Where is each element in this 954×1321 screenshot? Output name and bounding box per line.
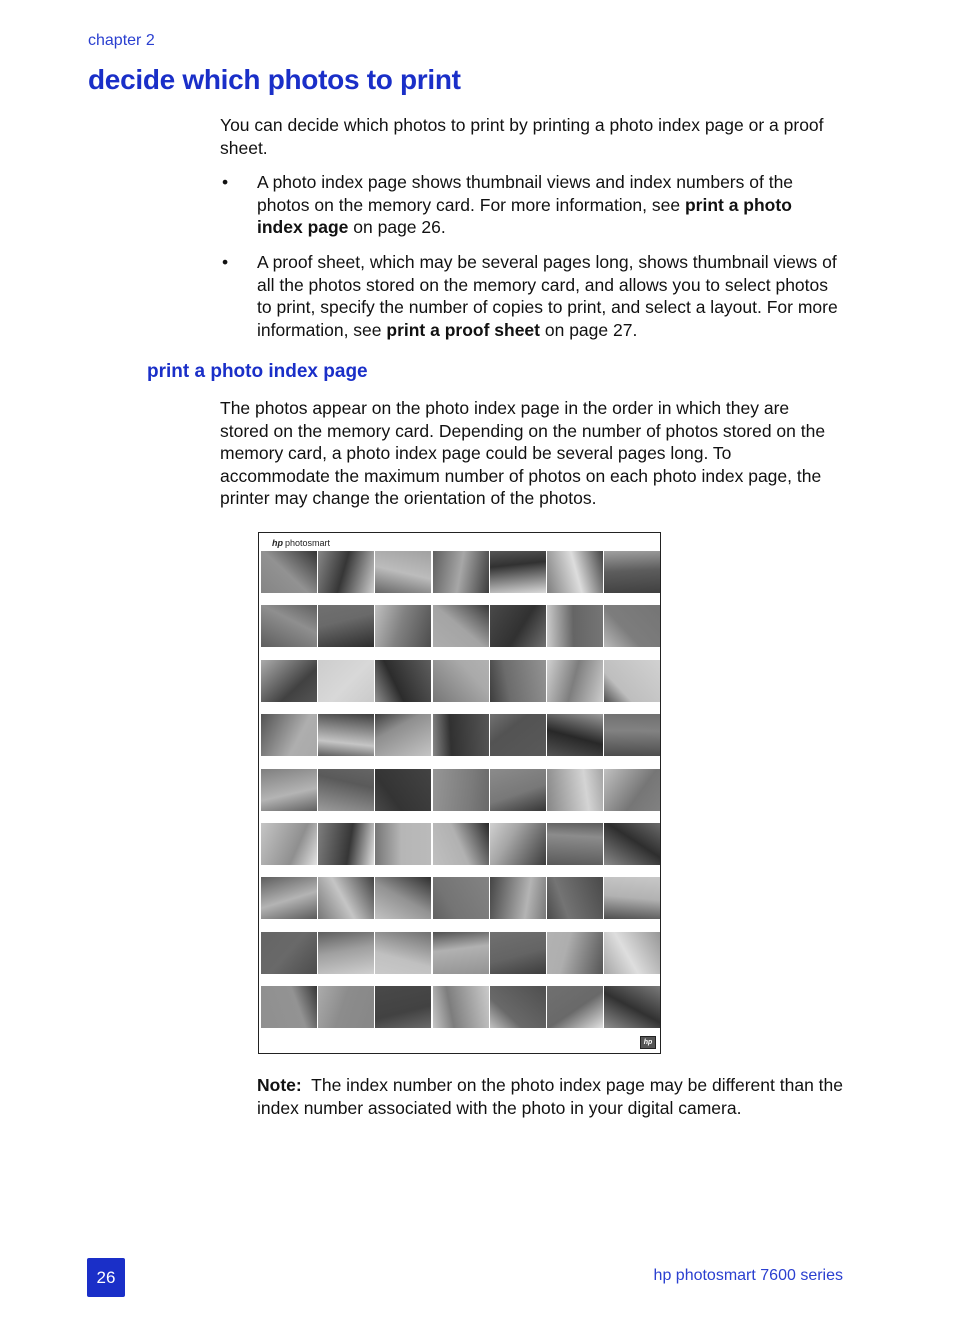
photo-thumbnail (261, 551, 317, 605)
photo-thumbnail (490, 605, 546, 659)
thumbnail-image (261, 932, 317, 974)
footer-product-name: hp photosmart 7600 series (653, 1267, 843, 1284)
intro-paragraph: You can decide which photos to print by printing a photo index page or a proof sheet. (220, 115, 824, 158)
thumbnail-image (604, 823, 660, 865)
thumbnail-image (490, 986, 546, 1028)
thumbnail-image (375, 823, 431, 865)
photo-thumbnail (604, 551, 660, 605)
photo-thumbnail (490, 823, 546, 877)
brand-name: photosmart (285, 538, 331, 548)
photo-thumbnail (261, 823, 317, 877)
thumbnail-image (375, 877, 431, 919)
bullet-text: A proof sheet, which may be several pages long, shows thumbnail views of all the photos stored on the memory card, and allows you to select photos to print, specify the number of copies to print, and select a layout. For more information, see (257, 252, 838, 340)
bullet-text: on page 27. (540, 319, 638, 340)
photo-thumbnail (547, 551, 603, 605)
photo-thumbnail (375, 551, 431, 605)
thumbnail-image (375, 769, 431, 811)
photo-thumbnail (547, 660, 603, 714)
photo-thumbnail (318, 551, 374, 605)
thumbnail-image (547, 877, 603, 919)
thumbnail-image (490, 605, 546, 647)
thumbnail-image (318, 877, 374, 919)
photo-thumbnail (433, 932, 489, 986)
thumbnail-image (490, 932, 546, 974)
thumbnail-image (261, 660, 317, 702)
photo-thumbnail (547, 605, 603, 659)
photo-thumbnail (604, 605, 660, 659)
hp-logo-icon: hp (640, 1036, 656, 1049)
chapter-label: chapter 2 (88, 32, 155, 49)
photo-thumbnail (604, 714, 660, 768)
photo-thumbnail (318, 932, 374, 986)
thumbnail-image (318, 714, 374, 756)
photo-thumbnail (433, 986, 489, 1040)
photo-thumbnail (375, 932, 431, 986)
photo-thumbnail (490, 932, 546, 986)
thumbnail-image (604, 660, 660, 702)
thumbnail-image (604, 605, 660, 647)
photo-thumbnail (490, 769, 546, 823)
thumbnail-image (433, 660, 489, 702)
thumbnail-image (604, 932, 660, 974)
thumbnail-image (318, 932, 374, 974)
thumbnail-image (547, 932, 603, 974)
thumbnail-image (375, 605, 431, 647)
thumbnail-image (433, 605, 489, 647)
thumbnail-image (604, 986, 660, 1028)
photo-thumbnail (490, 986, 546, 1040)
photo-thumbnail (261, 660, 317, 714)
photo-thumbnail (547, 769, 603, 823)
photo-thumbnail (490, 714, 546, 768)
thumbnail-image (547, 769, 603, 811)
thumbnail-image (547, 605, 603, 647)
photo-index-page-figure (258, 532, 661, 1054)
photo-thumbnail (375, 986, 431, 1040)
page-title: decide which photos to print (88, 64, 461, 95)
section-title: print a photo index page (147, 361, 368, 382)
section-paragraph: The photos appear on the photo index page in the order in which they are stored on the memory card. Depending on the number of photos stored on the memory card, a photo index page could be several pages long. To accommodate the maximum number of photos on each photo index page, the printer may change the orientation of the photos. (220, 398, 826, 508)
thumbnail-image (261, 823, 317, 865)
thumbnail-image (490, 877, 546, 919)
photo-thumbnail (547, 932, 603, 986)
thumbnail-image (318, 605, 374, 647)
thumbnail-image (433, 551, 489, 593)
thumbnail-image (261, 769, 317, 811)
thumbnail-image (318, 769, 374, 811)
thumbnail-image (490, 769, 546, 811)
photo-thumbnail (433, 714, 489, 768)
cross-reference-link[interactable]: print a proof sheet (386, 319, 540, 340)
photo-thumbnail (261, 714, 317, 768)
photo-thumbnail (375, 877, 431, 931)
photo-thumbnail (604, 823, 660, 877)
thumbnail-image (604, 877, 660, 919)
bullet-text: on page 26. (348, 217, 446, 237)
thumbnail-image (318, 660, 374, 702)
bullet-text: A photo index page shows thumbnail views and index numbers of the photos on the memory card. For more information, see (257, 172, 794, 215)
thumbnail-image (490, 660, 546, 702)
hp-brand-mark: hp (272, 538, 283, 548)
thumbnail-image (375, 660, 431, 702)
thumbnail-image (433, 823, 489, 865)
thumbnail-image (433, 986, 489, 1028)
photo-thumbnail (433, 551, 489, 605)
bullet-marker: • (222, 252, 229, 272)
page-number-badge: 26 (87, 1258, 125, 1297)
figure-brand (272, 538, 330, 548)
thumbnail-image (433, 769, 489, 811)
thumbnail-image (318, 986, 374, 1028)
photo-thumbnail (490, 551, 546, 605)
photo-thumbnail (433, 769, 489, 823)
note-paragraph (257, 1074, 847, 1119)
thumbnail-image (375, 932, 431, 974)
thumbnail-image (604, 551, 660, 593)
thumbnail-image (604, 714, 660, 756)
thumbnail-image (318, 551, 374, 593)
photo-thumbnail (261, 769, 317, 823)
thumbnail-image (375, 551, 431, 593)
photo-thumbnail (433, 877, 489, 931)
thumbnail-image (433, 932, 489, 974)
photo-thumbnail (433, 605, 489, 659)
photo-thumbnail (318, 769, 374, 823)
photo-thumbnail (547, 823, 603, 877)
thumbnail-image (547, 986, 603, 1028)
photo-thumbnail (375, 823, 431, 877)
thumbnail-image (375, 714, 431, 756)
thumbnail-image (604, 769, 660, 811)
thumbnail-image (261, 986, 317, 1028)
cross-reference-link[interactable]: print a photo index page (257, 194, 792, 237)
thumbnail-image (261, 714, 317, 756)
photo-thumbnail (261, 605, 317, 659)
bullet-marker: • (222, 172, 229, 192)
photo-thumbnail (318, 714, 374, 768)
thumbnail-grid (261, 551, 660, 1041)
thumbnail-image (490, 551, 546, 593)
photo-thumbnail (375, 714, 431, 768)
note-text: The index number on the photo index page may be different than the index number associated with the photo in your digital camera. (257, 1075, 843, 1118)
photo-thumbnail (547, 877, 603, 931)
photo-thumbnail (604, 660, 660, 714)
thumbnail-image (261, 605, 317, 647)
thumbnail-image (547, 823, 603, 865)
photo-thumbnail (604, 769, 660, 823)
photo-thumbnail (604, 986, 660, 1040)
photo-thumbnail (547, 986, 603, 1040)
photo-thumbnail (261, 986, 317, 1040)
photo-thumbnail (490, 877, 546, 931)
photo-thumbnail (433, 660, 489, 714)
photo-thumbnail (318, 605, 374, 659)
photo-thumbnail (547, 714, 603, 768)
thumbnail-image (433, 714, 489, 756)
thumbnail-image (433, 877, 489, 919)
photo-thumbnail (318, 660, 374, 714)
thumbnail-image (318, 823, 374, 865)
thumbnail-image (261, 877, 317, 919)
photo-thumbnail (490, 660, 546, 714)
photo-thumbnail (433, 823, 489, 877)
thumbnail-image (261, 551, 317, 593)
photo-thumbnail (318, 986, 374, 1040)
thumbnail-image (490, 714, 546, 756)
photo-thumbnail (318, 877, 374, 931)
photo-thumbnail (604, 932, 660, 986)
photo-thumbnail (375, 605, 431, 659)
bullet-item (257, 251, 842, 341)
photo-thumbnail (318, 823, 374, 877)
thumbnail-image (490, 823, 546, 865)
photo-thumbnail (261, 932, 317, 986)
thumbnail-image (547, 714, 603, 756)
bullet-item (257, 171, 842, 239)
thumbnail-image (547, 551, 603, 593)
thumbnail-image (547, 660, 603, 702)
thumbnail-image (375, 986, 431, 1028)
note-label: Note: (257, 1075, 302, 1095)
photo-thumbnail (261, 877, 317, 931)
photo-thumbnail (604, 877, 660, 931)
photo-thumbnail (375, 660, 431, 714)
photo-thumbnail (375, 769, 431, 823)
